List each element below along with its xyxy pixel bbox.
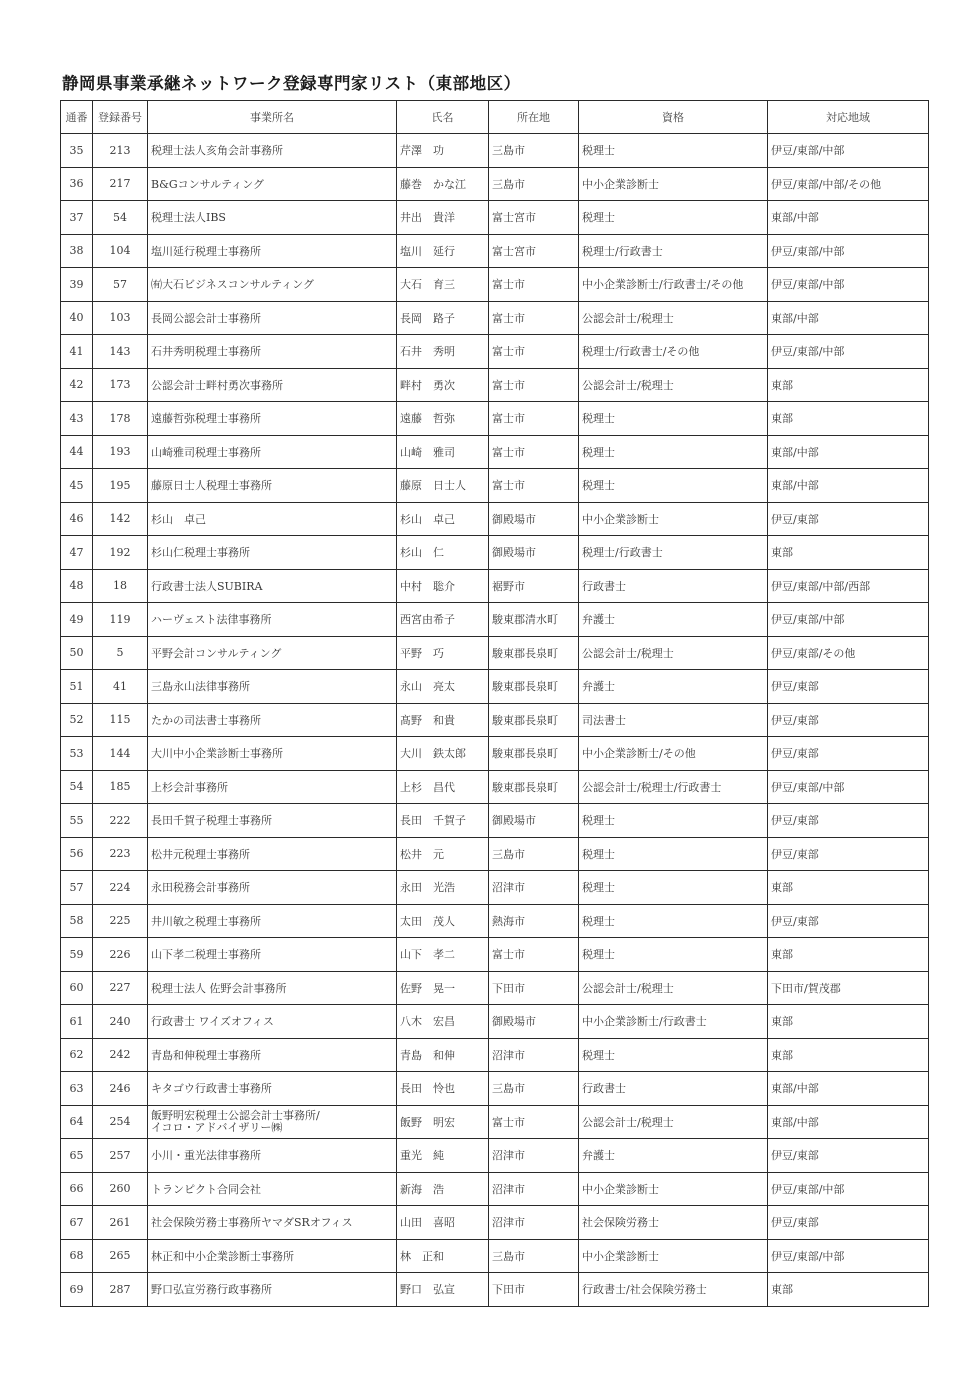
cell-serial: 46 xyxy=(61,502,93,536)
cell-qualification: 税理士 xyxy=(579,435,768,469)
cell-location: 駿東郡長泉町 xyxy=(489,703,579,737)
cell-person-name: 中村 聡介 xyxy=(397,569,489,603)
cell-office-name: 永田税務会計事務所 xyxy=(148,871,397,905)
cell-location: 沼津市 xyxy=(489,1139,579,1173)
cell-serial: 69 xyxy=(61,1273,93,1307)
cell-qualification: 中小企業診断士/行政書士/その他 xyxy=(579,268,768,302)
table-row xyxy=(61,1239,929,1273)
cell-person-name: 重光 純 xyxy=(397,1139,489,1173)
cell-office-name: 井川敏之税理士事務所 xyxy=(148,904,397,938)
cell-serial: 36 xyxy=(61,167,93,201)
cell-service-area: 伊豆/東部/中部 xyxy=(768,1239,929,1273)
cell-registration-no: 222 xyxy=(93,804,148,838)
cell-person-name: 長田 怜也 xyxy=(397,1072,489,1106)
table-row xyxy=(61,1105,929,1139)
cell-person-name: 髙野 和貴 xyxy=(397,703,489,737)
cell-qualification: 中小企業診断士/その他 xyxy=(579,737,768,771)
cell-qualification: 税理士 xyxy=(579,871,768,905)
cell-office-name: ハーヴェスト法律事務所 xyxy=(148,603,397,637)
cell-person-name: 井出 貴洋 xyxy=(397,201,489,235)
cell-registration-no: 57 xyxy=(93,268,148,302)
cell-registration-no: 223 xyxy=(93,837,148,871)
cell-qualification: 行政書士 xyxy=(579,569,768,603)
cell-location: 富士市 xyxy=(489,368,579,402)
cell-registration-no: 225 xyxy=(93,904,148,938)
cell-location: 沼津市 xyxy=(489,871,579,905)
cell-qualification: 税理士 xyxy=(579,402,768,436)
cell-service-area: 東部/中部 xyxy=(768,435,929,469)
cell-serial: 65 xyxy=(61,1139,93,1173)
cell-serial: 54 xyxy=(61,770,93,804)
cell-qualification: 弁護士 xyxy=(579,670,768,704)
cell-location: 富士宮市 xyxy=(489,234,579,268)
table-row xyxy=(61,268,929,302)
cell-office-name: B&Gコンサルティング xyxy=(148,167,397,201)
cell-service-area: 伊豆/東部 xyxy=(768,904,929,938)
cell-location: 裾野市 xyxy=(489,569,579,603)
cell-service-area: 東部/中部 xyxy=(768,201,929,235)
cell-qualification: 社会保険労務士 xyxy=(579,1206,768,1240)
cell-service-area: 伊豆/東部/その他 xyxy=(768,636,929,670)
cell-qualification: 中小企業診断士 xyxy=(579,167,768,201)
table-row xyxy=(61,1139,929,1173)
table-row xyxy=(61,670,929,704)
cell-location: 駿東郡長泉町 xyxy=(489,636,579,670)
cell-qualification: 公認会計士/税理士/行政書士 xyxy=(579,770,768,804)
table-body xyxy=(61,134,929,1307)
cell-person-name: 杉山 卓己 xyxy=(397,502,489,536)
cell-office-name: 行政書士 ワイズオフィス xyxy=(148,1005,397,1039)
cell-person-name: 松井 元 xyxy=(397,837,489,871)
cell-registration-no: 257 xyxy=(93,1139,148,1173)
table-row xyxy=(61,368,929,402)
cell-service-area: 下田市/賀茂郡 xyxy=(768,971,929,1005)
cell-qualification: 税理士 xyxy=(579,1038,768,1072)
cell-location: 御殿場市 xyxy=(489,804,579,838)
cell-registration-no: 246 xyxy=(93,1072,148,1106)
table-row xyxy=(61,536,929,570)
cell-location: 富士市 xyxy=(489,268,579,302)
cell-serial: 64 xyxy=(61,1105,93,1139)
cell-location: 御殿場市 xyxy=(489,1005,579,1039)
header-serial: 通番 xyxy=(61,101,93,134)
table-row xyxy=(61,1172,929,1206)
cell-service-area: 伊豆/東部 xyxy=(768,804,929,838)
table-row xyxy=(61,569,929,603)
cell-person-name: 永田 光浩 xyxy=(397,871,489,905)
table-row xyxy=(61,1072,929,1106)
cell-service-area: 東部 xyxy=(768,536,929,570)
cell-service-area: 伊豆/東部 xyxy=(768,670,929,704)
cell-location: 富士宮市 xyxy=(489,201,579,235)
cell-location: 駿東郡長泉町 xyxy=(489,670,579,704)
cell-location: 富士市 xyxy=(489,402,579,436)
table-row xyxy=(61,703,929,737)
cell-office-name: 杉山 卓己 xyxy=(148,502,397,536)
cell-service-area: 東部 xyxy=(768,402,929,436)
cell-registration-no: 173 xyxy=(93,368,148,402)
cell-serial: 40 xyxy=(61,301,93,335)
cell-location: 熱海市 xyxy=(489,904,579,938)
cell-registration-no: 18 xyxy=(93,569,148,603)
table-row xyxy=(61,1273,929,1307)
cell-location: 三島市 xyxy=(489,1072,579,1106)
table-row xyxy=(61,502,929,536)
cell-service-area: 伊豆/東部 xyxy=(768,1139,929,1173)
table-header-row xyxy=(61,101,929,134)
cell-service-area: 東部/中部 xyxy=(768,301,929,335)
cell-serial: 59 xyxy=(61,938,93,972)
cell-service-area: 伊豆/東部/中部 xyxy=(768,234,929,268)
table-row xyxy=(61,435,929,469)
table-row xyxy=(61,201,929,235)
cell-serial: 50 xyxy=(61,636,93,670)
cell-person-name: 山下 孝二 xyxy=(397,938,489,972)
cell-serial: 35 xyxy=(61,134,93,168)
cell-service-area: 伊豆/東部/中部 xyxy=(768,770,929,804)
cell-office-name: 平野会計コンサルティング xyxy=(148,636,397,670)
cell-service-area: 東部 xyxy=(768,871,929,905)
cell-location: 三島市 xyxy=(489,167,579,201)
cell-qualification: 税理士/行政書士 xyxy=(579,536,768,570)
cell-qualification: 公認会計士/税理士 xyxy=(579,971,768,1005)
cell-office-name: キタゴウ行政書士事務所 xyxy=(148,1072,397,1106)
cell-serial: 56 xyxy=(61,837,93,871)
cell-qualification: 中小企業診断士/行政書士 xyxy=(579,1005,768,1039)
cell-location: 御殿場市 xyxy=(489,536,579,570)
cell-registration-no: 265 xyxy=(93,1239,148,1273)
cell-location: 三島市 xyxy=(489,837,579,871)
cell-qualification: 税理士/行政書士/その他 xyxy=(579,335,768,369)
cell-registration-no: 192 xyxy=(93,536,148,570)
cell-serial: 41 xyxy=(61,335,93,369)
cell-registration-no: 54 xyxy=(93,201,148,235)
cell-service-area: 伊豆/東部/中部 xyxy=(768,1172,929,1206)
cell-registration-no: 227 xyxy=(93,971,148,1005)
cell-serial: 37 xyxy=(61,201,93,235)
cell-service-area: 伊豆/東部/中部 xyxy=(768,335,929,369)
cell-office-name: 上杉会計事務所 xyxy=(148,770,397,804)
cell-serial: 61 xyxy=(61,1005,93,1039)
cell-person-name: 平野 巧 xyxy=(397,636,489,670)
cell-location: 御殿場市 xyxy=(489,502,579,536)
cell-serial: 47 xyxy=(61,536,93,570)
header-registration-no: 登録番号 xyxy=(93,101,148,134)
cell-office-name: 山下孝二税理士事務所 xyxy=(148,938,397,972)
cell-serial: 68 xyxy=(61,1239,93,1273)
cell-qualification: 税理士 xyxy=(579,201,768,235)
cell-person-name: 山田 喜昭 xyxy=(397,1206,489,1240)
cell-service-area: 伊豆/東部/中部/西部 xyxy=(768,569,929,603)
cell-serial: 45 xyxy=(61,469,93,503)
table-row xyxy=(61,402,929,436)
cell-person-name: 藤原 日士人 xyxy=(397,469,489,503)
cell-registration-no: 260 xyxy=(93,1172,148,1206)
cell-office-name: たかの司法書士事務所 xyxy=(148,703,397,737)
cell-qualification: 弁護士 xyxy=(579,603,768,637)
cell-qualification: 税理士 xyxy=(579,134,768,168)
cell-serial: 62 xyxy=(61,1038,93,1072)
cell-office-name: 飯野明宏税理士公認会計士事務所/ イコロ・アドバイザリー㈱ xyxy=(148,1105,397,1139)
cell-office-name: 小川・重光法律事務所 xyxy=(148,1139,397,1173)
cell-serial: 39 xyxy=(61,268,93,302)
table-row xyxy=(61,1038,929,1072)
cell-qualification: 中小企業診断士 xyxy=(579,1239,768,1273)
cell-office-name: 税理士法人 佐野会計事務所 xyxy=(148,971,397,1005)
cell-office-name: 石井秀明税理士事務所 xyxy=(148,335,397,369)
cell-registration-no: 119 xyxy=(93,603,148,637)
cell-location: 三島市 xyxy=(489,134,579,168)
cell-qualification: 中小企業診断士 xyxy=(579,1172,768,1206)
cell-office-name: 林正和中小企業診断士事務所 xyxy=(148,1239,397,1273)
cell-person-name: 新海 浩 xyxy=(397,1172,489,1206)
cell-registration-no: 195 xyxy=(93,469,148,503)
cell-person-name: 長岡 路子 xyxy=(397,301,489,335)
expert-list-table xyxy=(60,100,929,1307)
cell-qualification: 公認会計士/税理士 xyxy=(579,636,768,670)
cell-serial: 67 xyxy=(61,1206,93,1240)
cell-serial: 53 xyxy=(61,737,93,771)
cell-person-name: 佐野 晃一 xyxy=(397,971,489,1005)
cell-office-name: 社会保険労務士事務所ヤマダSRオフィス xyxy=(148,1206,397,1240)
cell-qualification: 税理士/行政書士 xyxy=(579,234,768,268)
cell-registration-no: 213 xyxy=(93,134,148,168)
cell-person-name: 八木 宏昌 xyxy=(397,1005,489,1039)
cell-service-area: 伊豆/東部/中部/その他 xyxy=(768,167,929,201)
table-row xyxy=(61,871,929,905)
cell-service-area: 東部 xyxy=(768,1273,929,1307)
cell-person-name: 野口 弘宣 xyxy=(397,1273,489,1307)
cell-registration-no: 185 xyxy=(93,770,148,804)
cell-person-name: 太田 茂人 xyxy=(397,904,489,938)
table-row xyxy=(61,469,929,503)
cell-serial: 42 xyxy=(61,368,93,402)
table-row xyxy=(61,636,929,670)
cell-qualification: 中小企業診断士 xyxy=(579,502,768,536)
cell-office-name: トランピクト合同会社 xyxy=(148,1172,397,1206)
cell-office-name: 杉山仁税理士事務所 xyxy=(148,536,397,570)
cell-service-area: 伊豆/東部 xyxy=(768,837,929,871)
cell-service-area: 東部 xyxy=(768,938,929,972)
cell-qualification: 税理士 xyxy=(579,469,768,503)
header-qualification: 資格 xyxy=(579,101,768,134)
cell-registration-no: 242 xyxy=(93,1038,148,1072)
table-row xyxy=(61,301,929,335)
cell-office-name: 藤原日士人税理士事務所 xyxy=(148,469,397,503)
cell-location: 富士市 xyxy=(489,335,579,369)
cell-serial: 58 xyxy=(61,904,93,938)
cell-serial: 55 xyxy=(61,804,93,838)
cell-service-area: 東部/中部 xyxy=(768,469,929,503)
cell-office-name: 税理士法人亥角会計事務所 xyxy=(148,134,397,168)
cell-office-name: 税理士法人IBS xyxy=(148,201,397,235)
cell-office-name: ㈲大石ビジネスコンサルティング xyxy=(148,268,397,302)
table-row xyxy=(61,737,929,771)
table-row xyxy=(61,234,929,268)
cell-person-name: 杉山 仁 xyxy=(397,536,489,570)
table-row xyxy=(61,1206,929,1240)
cell-service-area: 伊豆/東部/中部 xyxy=(768,268,929,302)
cell-person-name: 林 正和 xyxy=(397,1239,489,1273)
table-row xyxy=(61,167,929,201)
cell-person-name: 遠藤 哲弥 xyxy=(397,402,489,436)
cell-qualification: 税理士 xyxy=(579,904,768,938)
cell-person-name: 山崎 雅司 xyxy=(397,435,489,469)
cell-person-name: 西宮由希子 xyxy=(397,603,489,637)
cell-qualification: 税理士 xyxy=(579,837,768,871)
table-row xyxy=(61,335,929,369)
cell-service-area: 伊豆/東部/中部 xyxy=(768,134,929,168)
cell-registration-no: 103 xyxy=(93,301,148,335)
header-office-name: 事業所名 xyxy=(148,101,397,134)
cell-registration-no: 41 xyxy=(93,670,148,704)
cell-qualification: 税理士 xyxy=(579,938,768,972)
cell-serial: 66 xyxy=(61,1172,93,1206)
cell-service-area: 伊豆/東部 xyxy=(768,737,929,771)
header-service-area: 対応地域 xyxy=(768,101,929,134)
cell-service-area: 伊豆/東部 xyxy=(768,502,929,536)
cell-registration-no: 142 xyxy=(93,502,148,536)
cell-location: 富士市 xyxy=(489,435,579,469)
table-row xyxy=(61,837,929,871)
cell-qualification: 公認会計士/税理士 xyxy=(579,368,768,402)
cell-person-name: 芹澤 功 xyxy=(397,134,489,168)
cell-service-area: 東部/中部 xyxy=(768,1072,929,1106)
cell-registration-no: 115 xyxy=(93,703,148,737)
cell-location: 富士市 xyxy=(489,938,579,972)
cell-qualification: 行政書士/社会保険労務士 xyxy=(579,1273,768,1307)
cell-registration-no: 287 xyxy=(93,1273,148,1307)
cell-office-name: 塩川延行税理士事務所 xyxy=(148,234,397,268)
cell-registration-no: 240 xyxy=(93,1005,148,1039)
cell-serial: 60 xyxy=(61,971,93,1005)
cell-person-name: 飯野 明宏 xyxy=(397,1105,489,1139)
cell-registration-no: 104 xyxy=(93,234,148,268)
cell-office-name: 遠藤哲弥税理士事務所 xyxy=(148,402,397,436)
cell-serial: 38 xyxy=(61,234,93,268)
cell-registration-no: 254 xyxy=(93,1105,148,1139)
cell-person-name: 藤巻 かな江 xyxy=(397,167,489,201)
cell-office-name: 青島和伸税理士事務所 xyxy=(148,1038,397,1072)
cell-registration-no: 224 xyxy=(93,871,148,905)
cell-service-area: 東部/中部 xyxy=(768,1105,929,1139)
table-row xyxy=(61,134,929,168)
cell-person-name: 上杉 昌代 xyxy=(397,770,489,804)
cell-qualification: 税理士 xyxy=(579,804,768,838)
cell-serial: 43 xyxy=(61,402,93,436)
cell-location: 富士市 xyxy=(489,469,579,503)
cell-location: 下田市 xyxy=(489,971,579,1005)
cell-office-name: 野口弘宣労務行政事務所 xyxy=(148,1273,397,1307)
table-row xyxy=(61,770,929,804)
cell-location: 下田市 xyxy=(489,1273,579,1307)
cell-qualification: 行政書士 xyxy=(579,1072,768,1106)
cell-registration-no: 193 xyxy=(93,435,148,469)
cell-person-name: 永山 亮太 xyxy=(397,670,489,704)
document-title: 静岡県事業承継ネットワーク登録専門家リスト（東部地区） xyxy=(62,74,521,93)
cell-qualification: 弁護士 xyxy=(579,1139,768,1173)
cell-office-name: 三島永山法律事務所 xyxy=(148,670,397,704)
cell-location: 駿東郡清水町 xyxy=(489,603,579,637)
cell-person-name: 石井 秀明 xyxy=(397,335,489,369)
cell-registration-no: 178 xyxy=(93,402,148,436)
cell-registration-no: 217 xyxy=(93,167,148,201)
table-row xyxy=(61,971,929,1005)
cell-person-name: 塩川 延行 xyxy=(397,234,489,268)
cell-service-area: 伊豆/東部 xyxy=(768,1206,929,1240)
cell-service-area: 東部 xyxy=(768,1005,929,1039)
cell-person-name: 長田 千賀子 xyxy=(397,804,489,838)
header-location: 所在地 xyxy=(489,101,579,134)
cell-service-area: 東部 xyxy=(768,368,929,402)
cell-person-name: 大石 育三 xyxy=(397,268,489,302)
cell-location: 沼津市 xyxy=(489,1172,579,1206)
cell-service-area: 伊豆/東部/中部 xyxy=(768,603,929,637)
cell-office-name: 松井元税理士事務所 xyxy=(148,837,397,871)
cell-registration-no: 5 xyxy=(93,636,148,670)
cell-qualification: 公認会計士/税理士 xyxy=(579,1105,768,1139)
cell-person-name: 青島 和伸 xyxy=(397,1038,489,1072)
cell-location: 富士市 xyxy=(489,1105,579,1139)
header-person-name: 氏名 xyxy=(397,101,489,134)
cell-location: 沼津市 xyxy=(489,1206,579,1240)
cell-registration-no: 226 xyxy=(93,938,148,972)
cell-serial: 44 xyxy=(61,435,93,469)
cell-serial: 51 xyxy=(61,670,93,704)
cell-person-name: 大川 鉄太郎 xyxy=(397,737,489,771)
cell-location: 富士市 xyxy=(489,301,579,335)
cell-service-area: 東部 xyxy=(768,1038,929,1072)
table-row xyxy=(61,938,929,972)
cell-office-name: 山崎雅司税理士事務所 xyxy=(148,435,397,469)
cell-serial: 49 xyxy=(61,603,93,637)
cell-person-name: 畔村 勇次 xyxy=(397,368,489,402)
table-row xyxy=(61,1005,929,1039)
cell-location: 駿東郡長泉町 xyxy=(489,770,579,804)
cell-qualification: 公認会計士/税理士 xyxy=(579,301,768,335)
cell-serial: 57 xyxy=(61,871,93,905)
cell-office-name: 長田千賀子税理士事務所 xyxy=(148,804,397,838)
cell-office-name: 行政書士法人SUBIRA xyxy=(148,569,397,603)
cell-serial: 52 xyxy=(61,703,93,737)
cell-serial: 48 xyxy=(61,569,93,603)
table-row xyxy=(61,904,929,938)
cell-office-name: 大川中小企業診断士事務所 xyxy=(148,737,397,771)
cell-registration-no: 144 xyxy=(93,737,148,771)
cell-serial: 63 xyxy=(61,1072,93,1106)
cell-location: 三島市 xyxy=(489,1239,579,1273)
cell-office-name: 長岡公認会計士事務所 xyxy=(148,301,397,335)
table-row xyxy=(61,603,929,637)
cell-registration-no: 143 xyxy=(93,335,148,369)
cell-registration-no: 261 xyxy=(93,1206,148,1240)
cell-office-name: 公認会計士畔村勇次事務所 xyxy=(148,368,397,402)
cell-location: 沼津市 xyxy=(489,1038,579,1072)
cell-service-area: 伊豆/東部 xyxy=(768,703,929,737)
cell-qualification: 司法書士 xyxy=(579,703,768,737)
table-row xyxy=(61,804,929,838)
cell-location: 駿東郡長泉町 xyxy=(489,737,579,771)
